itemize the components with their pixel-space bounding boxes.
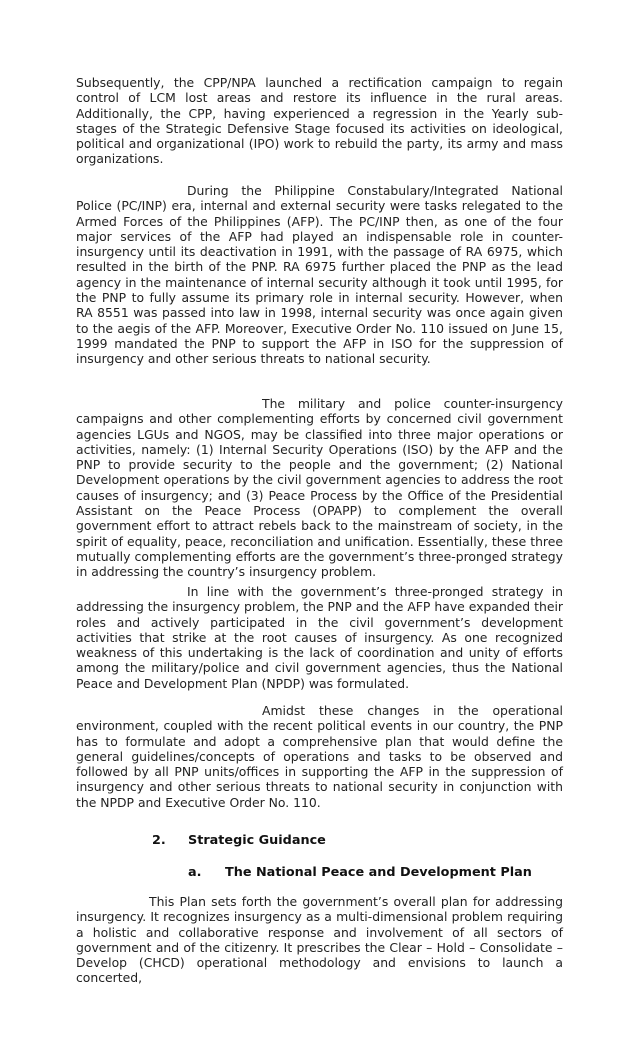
paragraph-operational-environment: Amidst these changes in the operational environment, coupled with the recent political events in our country, the PNP has to formulate and adopt a comprehensive plan that would define the general guidelines/concepts of operations and tasks to be observed and followed by all PNP units/offices in supporting the AFP in the suppression of insurgency and other serious threats to national security in conjunction with the NPDP and Executive Order No. 110. <box>76 703 563 810</box>
paragraph-pc-inp-era: During the Philippine Constabulary/Integrated National Police (PC/INP) era, internal and external security were tasks relegated to the Armed Forces of the Philippines (AFP). The PC/INP then, as one of the four major services of the AFP had played an indispensable role in counter-insurgency until its deactivation in 1991, with the passage of RA 6975, which resulted in the birth of the PNP. RA 6975 further placed the PNP as the lead agency in the maintenance of internal security although it took until 1995, for the PNP to fully assume its primary role in internal security. However, when RA 8551 was passed into law in 1998, internal security was once again given to the aegis of the AFP. Moreover, Executive Order No. 110 issued on June 15, 1999 mandated the PNP to support the AFP in ISO for the suppression of insurgency and other serious threats to national security. <box>76 183 563 367</box>
subsection-letter: a. <box>188 865 202 880</box>
paragraph-rectification-campaign: Subsequently, the CPP/NPA launched a rectification campaign to regain control of LCM lost areas and restore its influence in the rural areas. Additionally, the CPP, having experienced a regression in the Yearly sub-stages of the Strategic Defensive Stage focused its activities on ideological, political and organizational (IPO) work to rebuild the party, its army and mass organizations. <box>76 75 563 167</box>
paragraph-plan-sets-forth: This Plan sets forth the government’s overall plan for addressing insurgency. It recognizes insurgency as a multi-dimensional problem requiring a holistic and collaborative response and involvement of all sectors of government and of the citizenry. It prescribes the Clear – Hold – Consolidate – Develop (CHCD) operational methodology and envisions to launch a concerted, <box>76 894 563 986</box>
subsection-title: The National Peace and Development Plan <box>225 865 532 880</box>
paragraph-three-pronged-strategy: In line with the government’s three-pronged strategy in addressing the insurgency problem, the PNP and the AFP have expanded their roles and actively participated in the civil government’s development activities that strike at the root causes of insurgency. As one recognized weakness of this undertaking is the lack of coordination and unity of efforts among the military/police and civil government agencies, thus the National Peace and Development Plan (NPDP) was formulated. <box>76 584 563 691</box>
section-number: 2. <box>152 833 166 848</box>
section-title: Strategic Guidance <box>188 833 326 848</box>
paragraph-counter-insurgency-campaigns: The military and police counter-insurgency campaigns and other complementing efforts by concerned civil government agencies LGUs and NGOS, may be classified into three major operations or activities, namely: (1) Internal Security Operations (ISO) by the AFP and the PNP to provide security to the people and the government; (2) National Development operations by the civil government agencies to address the root causes of insurgency; and (3) Peace Process by the Office of the Presidential Assistant on the Peace Process (OPAPP) to complement the overall government effort to attract rebels back to the mainstream of society, in the spirit of equality, peace, reconciliation and unification. Essentially, these three mutually complementing efforts are the government’s three-pronged strategy in addressing the country’s insurgency problem. <box>76 396 563 580</box>
